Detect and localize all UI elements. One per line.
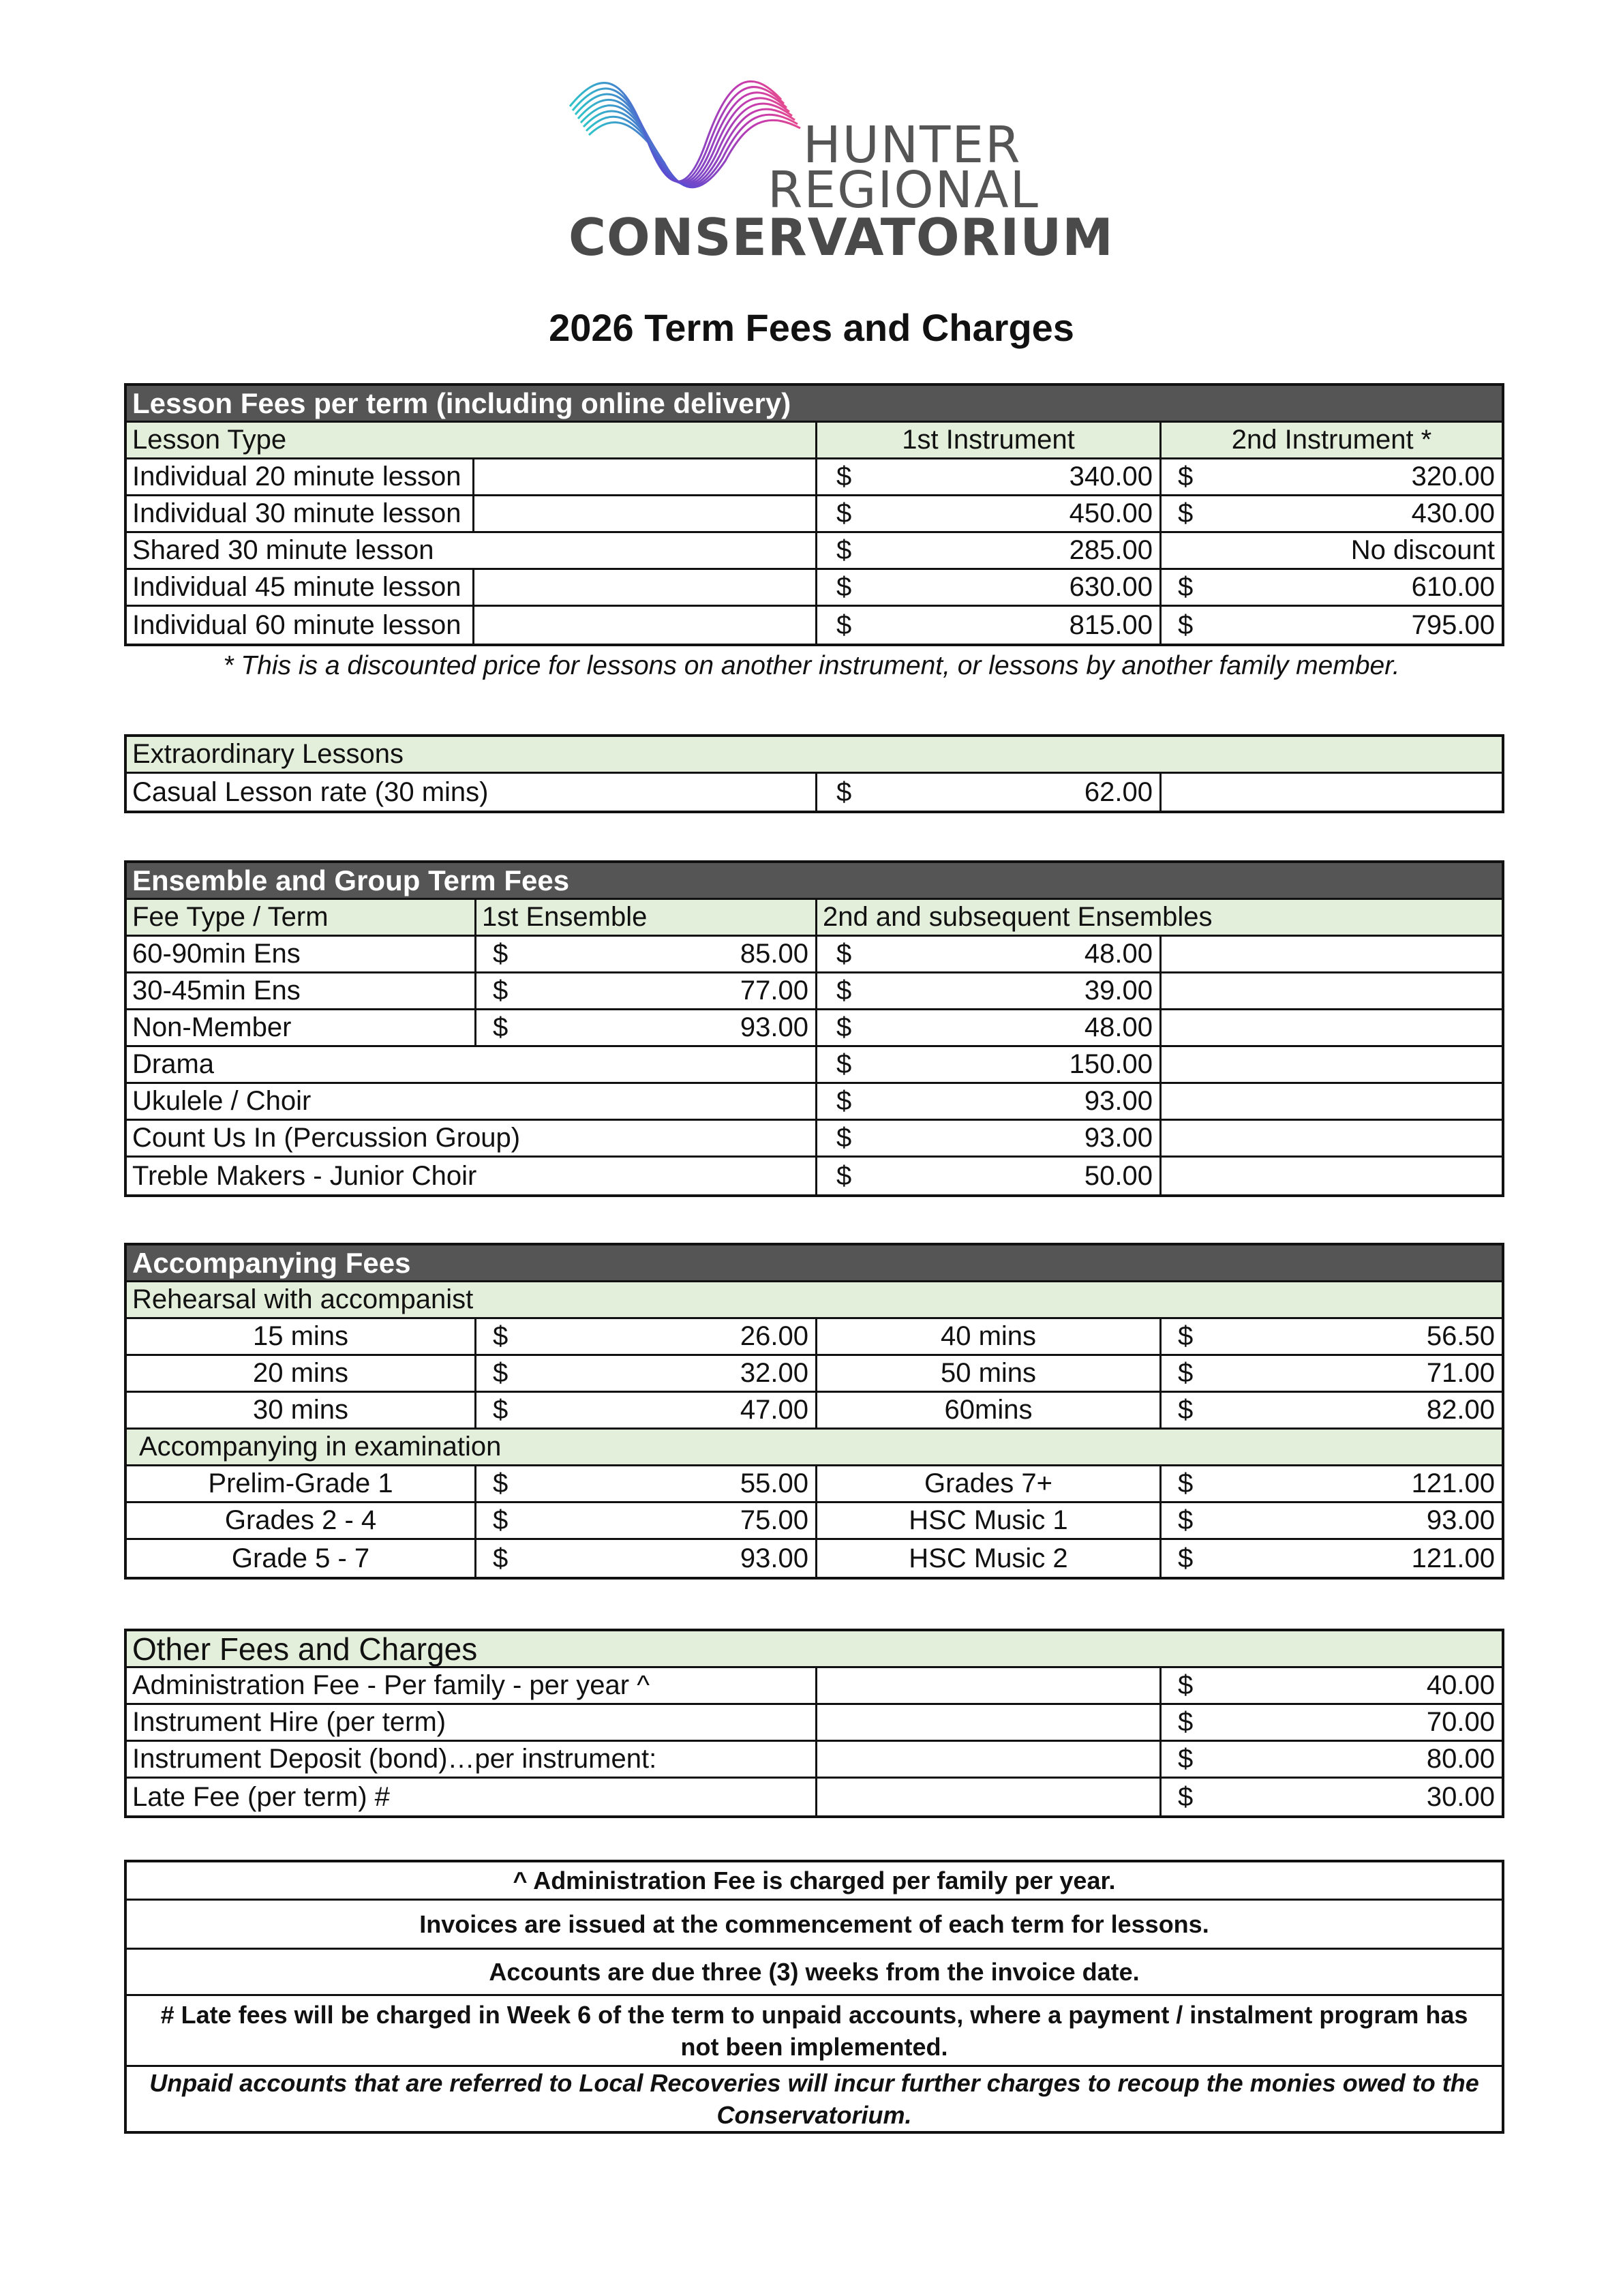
table-row — [127, 774, 1502, 811]
ensemble-name: Treble Makers - Junior Choir — [132, 1160, 477, 1191]
extraordinary-header: Extraordinary Lessons — [132, 739, 404, 769]
table-row — [127, 1010, 1502, 1047]
ensemble-name: Ukulele / Choir — [132, 1086, 312, 1116]
duration-price: 26.00 — [740, 1321, 808, 1351]
ensemble-name: Drama — [132, 1049, 215, 1079]
grade-label: HSC Music 1 — [815, 1503, 1159, 1538]
dollar-sign: $ — [1178, 462, 1194, 492]
dollar-sign: $ — [493, 976, 509, 1006]
lesson-footnote: * This is a discounted price for lessons on another instrument, or lessons by another family member. — [223, 651, 1400, 680]
grade-price: 75.00 — [740, 1505, 808, 1535]
duration-label: 40 mins — [815, 1319, 1159, 1354]
table-row — [127, 607, 1502, 644]
grade-price: 55.00 — [740, 1468, 808, 1498]
dollar-sign: $ — [836, 609, 852, 640]
col-second-instrument: 2nd Instrument * — [1159, 423, 1502, 457]
duration-price: 47.00 — [740, 1395, 808, 1425]
table-row — [127, 1084, 1502, 1121]
lesson-first-price: 450.00 — [1069, 498, 1153, 528]
page-title: 2026 Term Fees and Charges — [549, 306, 1074, 349]
lesson-second-price: No discount — [1159, 533, 1502, 568]
dollar-sign: $ — [493, 1012, 509, 1042]
lesson-name: Individual 60 minute lesson — [127, 607, 474, 644]
table-row — [127, 1503, 1502, 1540]
col-first-instrument: 1st Instrument — [815, 423, 1159, 457]
other-fee-price: 80.00 — [1426, 1744, 1495, 1774]
exam-label: Accompanying in examination — [139, 1432, 502, 1462]
dollar-sign: $ — [493, 1358, 509, 1388]
lesson-first-price: 815.00 — [1069, 609, 1153, 640]
dollar-sign: $ — [836, 535, 852, 565]
accompanying-fees-table — [124, 1243, 1504, 1580]
grade-label: Grades 2 - 4 — [224, 1505, 377, 1535]
table-row — [127, 1121, 1502, 1158]
lesson-name: Individual 20 minute lesson — [127, 459, 474, 494]
accompanying-header: Accompanying Fees — [132, 1246, 411, 1279]
ensemble-name: 30-45min Ens — [132, 976, 301, 1006]
grade-label: Grade 5 - 7 — [231, 1543, 370, 1573]
table-row — [127, 1356, 1502, 1393]
other-fee-price: 40.00 — [1426, 1670, 1495, 1700]
other-fee-name: Late Fee (per term) # — [132, 1781, 390, 1812]
ensemble-first-price: 77.00 — [740, 976, 808, 1006]
dollar-sign: $ — [1178, 1781, 1194, 1812]
ensemble-second-price: 48.00 — [1084, 939, 1153, 969]
table-row — [127, 1158, 1502, 1194]
table-row — [127, 937, 1502, 973]
ensemble-name: 60-90min Ens — [132, 939, 301, 969]
duration-label: 15 mins — [252, 1321, 349, 1351]
grade-label: Prelim-Grade 1 — [208, 1468, 393, 1498]
col-first-ensemble: 1st Ensemble — [474, 900, 815, 935]
other-fees-header: Other Fees and Charges — [132, 1631, 478, 1666]
col-second-ensemble: 2nd and subsequent Ensembles — [815, 900, 1502, 935]
dollar-sign: $ — [836, 1123, 852, 1153]
dollar-sign: $ — [1178, 1670, 1194, 1700]
dollar-sign: $ — [1178, 1358, 1194, 1388]
dollar-sign: $ — [836, 1086, 852, 1116]
other-fee-price: 30.00 — [1426, 1781, 1495, 1812]
lesson-second-price: 320.00 — [1411, 462, 1495, 492]
col-fee-type: Fee Type / Term — [132, 902, 329, 932]
grade-price: 93.00 — [1426, 1505, 1495, 1535]
grade-price: 121.00 — [1411, 1543, 1495, 1573]
dollar-sign: $ — [1178, 609, 1194, 640]
logo — [566, 63, 1114, 267]
rehearsal-label: Rehearsal with accompanist — [132, 1284, 474, 1314]
casual-rate-value: 62.00 — [1084, 776, 1153, 807]
casual-rate-label: Casual Lesson rate (30 mins) — [132, 776, 489, 807]
lesson-second-price: 610.00 — [1411, 572, 1495, 602]
table-row — [127, 1668, 1502, 1705]
dollar-sign: $ — [1178, 1707, 1194, 1737]
lesson-second-price: 795.00 — [1411, 609, 1495, 640]
col-lesson-type: Lesson Type — [132, 425, 287, 455]
grade-label: Grades 7+ — [815, 1466, 1159, 1501]
table-row — [127, 1540, 1502, 1577]
duration-price: 71.00 — [1426, 1358, 1495, 1388]
dollar-sign: $ — [1178, 1543, 1194, 1573]
note-admin: ^ Administration Fee is charged per family per year. — [127, 1862, 1502, 1901]
dollar-sign: $ — [836, 572, 852, 602]
lesson-first-price: 285.00 — [1069, 535, 1153, 565]
dollar-sign: $ — [493, 1505, 509, 1535]
note-accounts-due: Accounts are due three (3) weeks from the invoice date. — [127, 1950, 1502, 1996]
lesson-first-price: 340.00 — [1069, 462, 1153, 492]
duration-price: 32.00 — [740, 1358, 808, 1388]
dollar-sign: $ — [1178, 572, 1194, 602]
table-row — [127, 496, 1502, 533]
ensemble-first-price: 85.00 — [740, 939, 808, 969]
extraordinary-lessons-table — [124, 734, 1504, 813]
lesson-name: Individual 45 minute lesson — [127, 570, 474, 605]
table-row — [127, 1705, 1502, 1742]
lesson-second-price: 430.00 — [1411, 498, 1495, 528]
other-fee-name: Instrument Hire (per term) — [132, 1707, 446, 1737]
ensemble-second-price: 48.00 — [1084, 1012, 1153, 1042]
dollar-sign: $ — [1178, 498, 1194, 528]
logo-line-conservatorium: CONSERVATORIUM — [568, 207, 1114, 267]
ensemble-price: 93.00 — [1084, 1123, 1153, 1153]
table-row — [127, 459, 1502, 496]
dollar-sign: $ — [1178, 1395, 1194, 1425]
other-fees-table — [124, 1629, 1504, 1818]
ensemble-fees-table — [124, 860, 1504, 1197]
grade-price: 93.00 — [740, 1543, 808, 1573]
dollar-sign: $ — [1178, 1744, 1194, 1774]
dollar-sign: $ — [836, 776, 852, 807]
table-row — [127, 1319, 1502, 1356]
other-fee-name: Instrument Deposit (bond)…per instrument: — [132, 1744, 657, 1774]
dollar-sign: $ — [493, 1395, 509, 1425]
lesson-name: Shared 30 minute lesson — [132, 535, 434, 565]
ensemble-header: Ensemble and Group Term Fees — [132, 864, 570, 896]
logo-line-hunter: HUNTER — [803, 116, 1022, 175]
grade-price: 121.00 — [1411, 1468, 1495, 1498]
ensemble-name: Count Us In (Percussion Group) — [132, 1123, 521, 1153]
duration-label: 60mins — [815, 1393, 1159, 1428]
other-fee-name: Administration Fee - Per family - per year ^ — [132, 1670, 650, 1700]
note-invoices: Invoices are issued at the commencement of each term for lessons. — [127, 1901, 1502, 1950]
dollar-sign: $ — [1178, 1505, 1194, 1535]
grade-label: HSC Music 2 — [815, 1540, 1159, 1577]
duration-label: 50 mins — [815, 1356, 1159, 1391]
logo-line-regional: REGIONAL — [768, 161, 1040, 220]
lesson-name: Individual 30 minute lesson — [127, 496, 474, 531]
lesson-fees-header: Lesson Fees per term (including online delivery) — [132, 387, 791, 419]
dollar-sign: $ — [493, 1543, 509, 1573]
dollar-sign: $ — [493, 1468, 509, 1498]
dollar-sign: $ — [836, 462, 852, 492]
table-row — [127, 570, 1502, 607]
duration-price: 82.00 — [1426, 1395, 1495, 1425]
ensemble-name: Non-Member — [132, 1012, 292, 1042]
note-unpaid-accounts: Unpaid accounts that are referred to Local Recoveries will incur further charges to recoup the monies owed to the Conservatorium. — [149, 2069, 1479, 2129]
other-fee-price: 70.00 — [1426, 1707, 1495, 1737]
dollar-sign: $ — [1178, 1321, 1194, 1351]
table-row — [127, 1466, 1502, 1503]
notes-box — [124, 1860, 1504, 2134]
table-row — [127, 1393, 1502, 1430]
table-row — [127, 1779, 1502, 1815]
dollar-sign: $ — [493, 1321, 509, 1351]
ensemble-price: 93.00 — [1084, 1086, 1153, 1116]
dollar-sign: $ — [836, 1160, 852, 1191]
table-row — [127, 1742, 1502, 1779]
note-late-fees: # Late fees will be charged in Week 6 of the term to unpaid accounts, where a payment / instalment program has not been implemented. — [127, 1996, 1502, 2067]
table-row — [127, 973, 1502, 1010]
dollar-sign: $ — [836, 976, 852, 1006]
dollar-sign: $ — [836, 498, 852, 528]
lesson-first-price: 630.00 — [1069, 572, 1153, 602]
table-row — [127, 1047, 1502, 1084]
duration-price: 56.50 — [1426, 1321, 1495, 1351]
ensemble-first-price: 93.00 — [740, 1012, 808, 1042]
dollar-sign: $ — [493, 939, 509, 969]
duration-label: 20 mins — [252, 1358, 349, 1388]
dollar-sign: $ — [836, 1012, 852, 1042]
lesson-fees-table — [124, 383, 1504, 646]
duration-label: 30 mins — [252, 1395, 349, 1425]
dollar-sign: $ — [1178, 1468, 1194, 1498]
ensemble-second-price: 39.00 — [1084, 976, 1153, 1006]
dollar-sign: $ — [836, 1049, 852, 1079]
ensemble-price: 150.00 — [1069, 1049, 1153, 1079]
table-row — [127, 533, 1502, 570]
ensemble-price: 50.00 — [1084, 1160, 1153, 1191]
dollar-sign: $ — [836, 939, 852, 969]
